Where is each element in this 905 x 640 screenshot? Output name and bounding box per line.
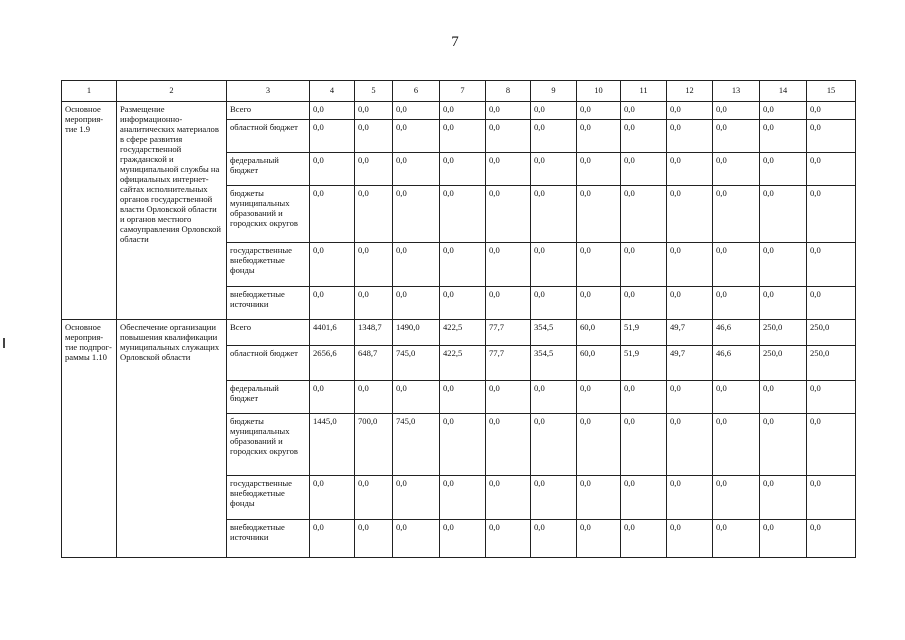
value-cell: 0,0: [531, 186, 577, 243]
value-cell: 0,0: [713, 381, 760, 414]
funding-source-cell: федеральный бюджет: [227, 381, 310, 414]
value-cell: 0,0: [393, 520, 440, 558]
value-cell: 0,0: [355, 243, 393, 287]
value-cell: 0,0: [621, 414, 667, 476]
value-cell: 0,0: [440, 414, 486, 476]
value-cell: 250,0: [760, 320, 807, 346]
funding-source-cell: государственные внебюджетные фонды: [227, 243, 310, 287]
value-cell: 0,0: [760, 414, 807, 476]
value-cell: 0,0: [807, 520, 856, 558]
value-cell: 0,0: [667, 243, 713, 287]
value-cell: 0,0: [807, 153, 856, 186]
table-row: [62, 320, 856, 346]
value-cell: 0,0: [486, 120, 531, 153]
value-cell: 0,0: [713, 186, 760, 243]
table-body: [62, 102, 856, 558]
value-cell: 0,0: [577, 153, 621, 186]
value-cell: 0,0: [486, 243, 531, 287]
value-cell: 0,0: [440, 243, 486, 287]
value-cell: 4401,6: [310, 320, 355, 346]
value-cell: 0,0: [713, 102, 760, 120]
value-cell: 0,0: [807, 414, 856, 476]
value-cell: 0,0: [355, 520, 393, 558]
column-header: 1: [62, 81, 117, 102]
value-cell: 0,0: [393, 381, 440, 414]
value-cell: 0,0: [355, 287, 393, 320]
value-cell: 0,0: [393, 287, 440, 320]
funding-source-cell: Всего: [227, 320, 310, 346]
value-cell: 51,9: [621, 346, 667, 381]
value-cell: 648,7: [355, 346, 393, 381]
value-cell: 422,5: [440, 346, 486, 381]
value-cell: 0,0: [667, 120, 713, 153]
value-cell: 0,0: [486, 414, 531, 476]
value-cell: 0,0: [760, 243, 807, 287]
value-cell: 0,0: [393, 476, 440, 520]
column-header: 10: [577, 81, 621, 102]
value-cell: 354,5: [531, 320, 577, 346]
value-cell: 0,0: [807, 287, 856, 320]
column-header: 9: [531, 81, 577, 102]
value-cell: 1445,0: [310, 414, 355, 476]
value-cell: 1348,7: [355, 320, 393, 346]
value-cell: 1490,0: [393, 320, 440, 346]
value-cell: 46,6: [713, 320, 760, 346]
value-cell: 0,0: [713, 153, 760, 186]
value-cell: 0,0: [393, 120, 440, 153]
value-cell: 0,0: [440, 153, 486, 186]
column-header: 2: [117, 81, 227, 102]
activity-description-cell: Обеспечение организации повышения квалификации муниципальных служащих Орловской области: [117, 320, 227, 558]
value-cell: 0,0: [577, 186, 621, 243]
value-cell: 77,7: [486, 320, 531, 346]
value-cell: 354,5: [531, 346, 577, 381]
value-cell: 0,0: [577, 102, 621, 120]
value-cell: 0,0: [807, 476, 856, 520]
column-header: 13: [713, 81, 760, 102]
column-header: 4: [310, 81, 355, 102]
funding-source-cell: областной бюджет: [227, 120, 310, 153]
value-cell: 0,0: [310, 102, 355, 120]
value-cell: 0,0: [760, 102, 807, 120]
value-cell: 0,0: [355, 186, 393, 243]
value-cell: 0,0: [577, 520, 621, 558]
value-cell: 0,0: [713, 520, 760, 558]
value-cell: 0,0: [531, 520, 577, 558]
value-cell: 49,7: [667, 320, 713, 346]
value-cell: 0,0: [621, 120, 667, 153]
value-cell: 0,0: [310, 186, 355, 243]
value-cell: 0,0: [440, 120, 486, 153]
value-cell: 0,0: [531, 243, 577, 287]
value-cell: 0,0: [531, 153, 577, 186]
value-cell: 0,0: [667, 414, 713, 476]
value-cell: 0,0: [310, 476, 355, 520]
column-header: 14: [760, 81, 807, 102]
funding-source-cell: федеральный бюджет: [227, 153, 310, 186]
value-cell: 0,0: [621, 186, 667, 243]
value-cell: 0,0: [760, 153, 807, 186]
value-cell: 0,0: [355, 120, 393, 153]
funding-source-cell: внебюджетные источники: [227, 520, 310, 558]
activity-name-cell: Основное мероприя-тие 1.9: [62, 102, 117, 320]
value-cell: 0,0: [393, 102, 440, 120]
value-cell: 0,0: [667, 476, 713, 520]
header-row: [62, 81, 856, 102]
value-cell: 0,0: [440, 381, 486, 414]
value-cell: 0,0: [531, 102, 577, 120]
value-cell: 0,0: [393, 153, 440, 186]
value-cell: 0,0: [486, 153, 531, 186]
value-cell: 0,0: [486, 520, 531, 558]
value-cell: 0,0: [667, 287, 713, 320]
value-cell: 745,0: [393, 414, 440, 476]
value-cell: 0,0: [713, 287, 760, 320]
value-cell: 250,0: [760, 346, 807, 381]
value-cell: 0,0: [531, 287, 577, 320]
column-header: 12: [667, 81, 713, 102]
value-cell: 0,0: [760, 120, 807, 153]
column-header: 3: [227, 81, 310, 102]
column-header: 8: [486, 81, 531, 102]
value-cell: 0,0: [807, 120, 856, 153]
value-cell: 0,0: [807, 186, 856, 243]
value-cell: 0,0: [807, 102, 856, 120]
value-cell: 0,0: [621, 520, 667, 558]
value-cell: 0,0: [713, 414, 760, 476]
value-cell: 0,0: [577, 476, 621, 520]
budget-table: [61, 80, 856, 558]
value-cell: 60,0: [577, 320, 621, 346]
value-cell: 77,7: [486, 346, 531, 381]
table-row: [62, 102, 856, 120]
value-cell: 0,0: [621, 287, 667, 320]
value-cell: 0,0: [760, 186, 807, 243]
funding-source-cell: бюджеты муниципальных образований и городских округов: [227, 414, 310, 476]
value-cell: 250,0: [807, 346, 856, 381]
funding-source-cell: Всего: [227, 102, 310, 120]
value-cell: 0,0: [621, 102, 667, 120]
value-cell: 0,0: [667, 186, 713, 243]
value-cell: 700,0: [355, 414, 393, 476]
value-cell: 0,0: [667, 520, 713, 558]
value-cell: 0,0: [760, 287, 807, 320]
funding-source-cell: государственные внебюджетные фонды: [227, 476, 310, 520]
value-cell: 0,0: [310, 120, 355, 153]
value-cell: 0,0: [440, 520, 486, 558]
scan-mark: [3, 338, 5, 348]
value-cell: 0,0: [621, 476, 667, 520]
column-header: 15: [807, 81, 856, 102]
column-header: 5: [355, 81, 393, 102]
value-cell: 0,0: [440, 186, 486, 243]
value-cell: 0,0: [577, 243, 621, 287]
value-cell: 0,0: [531, 381, 577, 414]
value-cell: 0,0: [577, 287, 621, 320]
column-header: 7: [440, 81, 486, 102]
value-cell: 0,0: [531, 414, 577, 476]
value-cell: 0,0: [713, 476, 760, 520]
value-cell: 0,0: [393, 243, 440, 287]
activity-description-cell: Размещение информационно-аналитических материалов в сфере развития государственной гражданской и муниципальной службы на официальных интернет-сайтах исполнительных органов государственной власти Орловской области и органов местного самоуправления Орловской области: [117, 102, 227, 320]
value-cell: 0,0: [355, 153, 393, 186]
value-cell: 49,7: [667, 346, 713, 381]
value-cell: 0,0: [807, 243, 856, 287]
value-cell: 0,0: [577, 120, 621, 153]
value-cell: 745,0: [393, 346, 440, 381]
value-cell: 0,0: [310, 153, 355, 186]
value-cell: 0,0: [667, 153, 713, 186]
value-cell: 0,0: [486, 476, 531, 520]
value-cell: 422,5: [440, 320, 486, 346]
funding-source-cell: внебюджетные источники: [227, 287, 310, 320]
funding-source-cell: бюджеты муниципальных образований и городских округов: [227, 186, 310, 243]
value-cell: 0,0: [486, 186, 531, 243]
value-cell: 0,0: [621, 381, 667, 414]
value-cell: 0,0: [621, 243, 667, 287]
value-cell: 0,0: [440, 476, 486, 520]
value-cell: 0,0: [486, 287, 531, 320]
column-header: 11: [621, 81, 667, 102]
value-cell: 2656,6: [310, 346, 355, 381]
value-cell: 0,0: [393, 186, 440, 243]
value-cell: 0,0: [310, 287, 355, 320]
value-cell: 0,0: [310, 520, 355, 558]
value-cell: 0,0: [760, 476, 807, 520]
value-cell: 250,0: [807, 320, 856, 346]
value-cell: 0,0: [760, 381, 807, 414]
value-cell: 60,0: [577, 346, 621, 381]
value-cell: 0,0: [310, 243, 355, 287]
value-cell: 0,0: [531, 476, 577, 520]
value-cell: 0,0: [621, 153, 667, 186]
activity-name-cell: Основное мероприя-тие подпрог-раммы 1.10: [62, 320, 117, 558]
value-cell: 0,0: [531, 120, 577, 153]
value-cell: 0,0: [486, 102, 531, 120]
value-cell: 0,0: [667, 102, 713, 120]
value-cell: 0,0: [713, 243, 760, 287]
value-cell: 0,0: [440, 102, 486, 120]
funding-source-cell: областной бюджет: [227, 346, 310, 381]
value-cell: 0,0: [667, 381, 713, 414]
page-number: 7: [451, 34, 459, 50]
value-cell: 0,0: [355, 102, 393, 120]
value-cell: 0,0: [486, 381, 531, 414]
value-cell: 0,0: [440, 287, 486, 320]
value-cell: 46,6: [713, 346, 760, 381]
value-cell: 0,0: [310, 381, 355, 414]
value-cell: 51,9: [621, 320, 667, 346]
value-cell: 0,0: [355, 381, 393, 414]
value-cell: 0,0: [807, 381, 856, 414]
value-cell: 0,0: [355, 476, 393, 520]
value-cell: 0,0: [577, 381, 621, 414]
value-cell: 0,0: [760, 520, 807, 558]
value-cell: 0,0: [577, 414, 621, 476]
column-header: 6: [393, 81, 440, 102]
value-cell: 0,0: [713, 120, 760, 153]
